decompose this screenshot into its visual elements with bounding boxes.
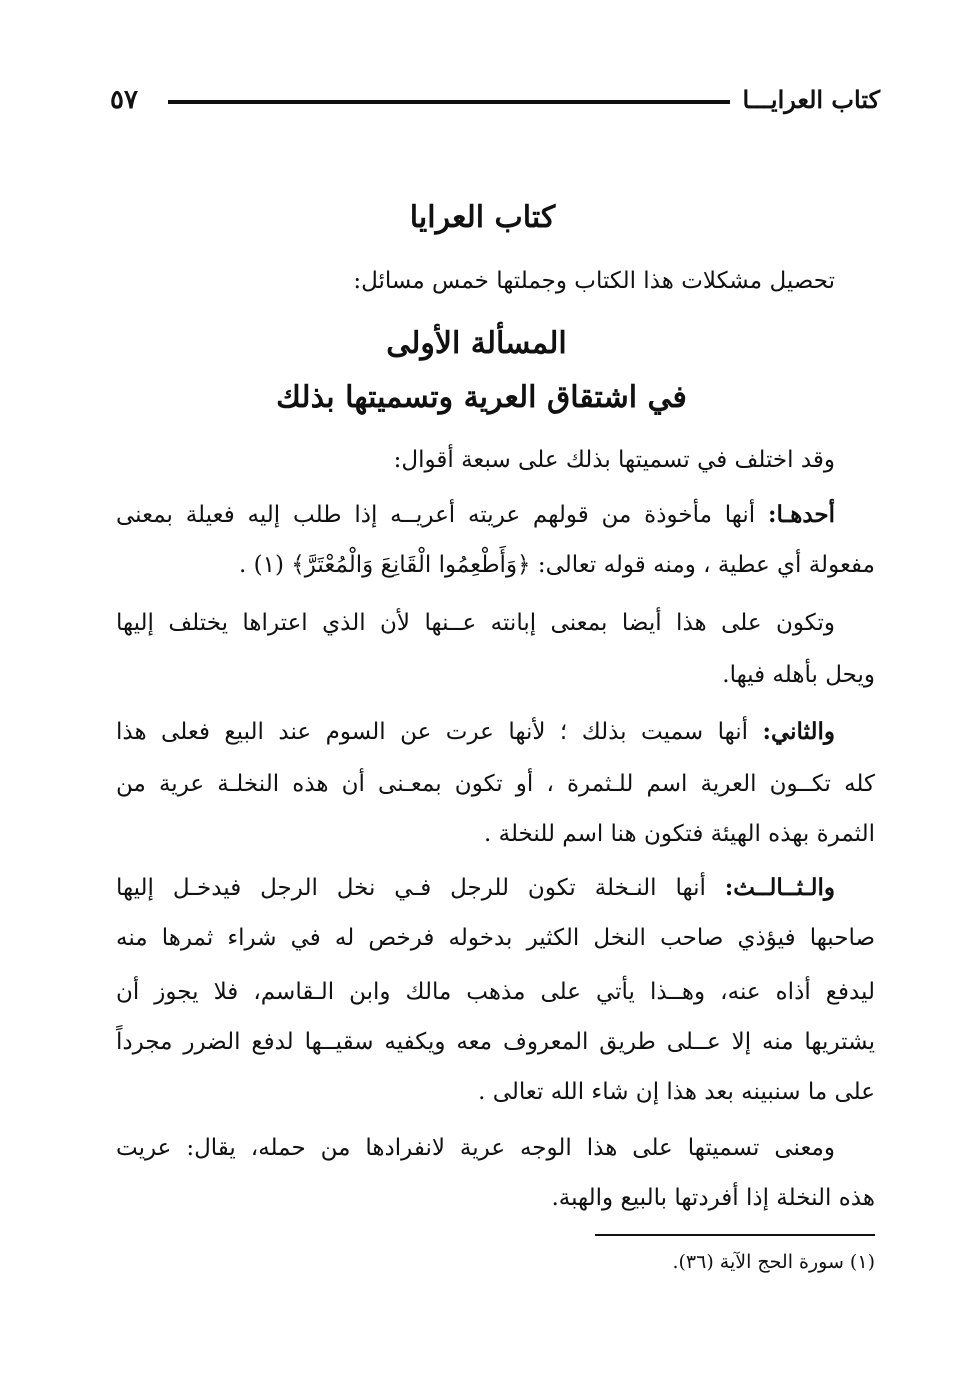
book-title: كتاب العرايا	[409, 200, 556, 235]
third-opinion-line-2: صاحبها فيؤذي صاحب النخل الكثير بدخوله فرخص له في شراء ثمرها منه	[116, 925, 875, 951]
running-header	[110, 82, 880, 118]
first-opinion-label: أحدهـا:	[767, 501, 836, 528]
masala-title: المسألة الأولى	[386, 326, 567, 361]
second-opinion-label: والثاني:	[762, 718, 835, 745]
masala-subtitle: في اشتقاق العرية وتسميتها بذلك	[276, 380, 687, 415]
meaning-line-1: ومعنى تسميتها على هذا الوجه عرية لانفرادها من حمله، يقال: عريت	[116, 1135, 835, 1161]
third-opinion-line-4: يشتريها منه إلا عــلى طريق المعروف معه ويكفيه سقيــها لدفع الضرر مجرداً	[116, 1029, 875, 1055]
first-opinion-line-1	[116, 495, 835, 535]
footnote: (١) سورة الحج الآية (٣٦).	[672, 1251, 875, 1273]
header-rule	[168, 100, 730, 104]
second-opinion-line-2: كله تكــون العرية اسم للـثمرة ، أو تكون بمعـنى أن هذه النخلـة عرية من	[116, 771, 875, 797]
running-title: كتاب العرايـــا	[742, 85, 880, 114]
opening-line: وقد اختلف في تسميتها بذلك على سبعة أقوال:	[393, 447, 835, 473]
third-opinion-line-1	[116, 868, 835, 908]
third-opinion-label: والـثــالــث:	[724, 874, 835, 901]
meaning-line-2: هذه النخلة إذا أفردتها بالبيع والهبة.	[551, 1185, 875, 1211]
third-opinion-line-5: على ما سنبينه بعد هذا إن شاء الله تعالى .	[478, 1079, 875, 1105]
second-opinion-line-3: الثمرة بهذه الهيئة فتكون هنا اسم للنخلة .	[483, 821, 875, 847]
footnote-rule	[595, 1234, 875, 1236]
third-opinion-line-3: ليدفع أذاه عنه، وهــذا يأتي على مذهب مالك وابن الـقاسم، فلا يجوز أن	[116, 979, 875, 1005]
first-opinion-text-1: أنها مأخوذة من قولهم عريته أعريــه إذا طلب إليه فعيلة بمعنى	[116, 502, 756, 528]
page-number: ٥٧	[110, 85, 138, 115]
first-cont-line-2: ويحل بأهله فيها.	[722, 662, 875, 688]
second-opinion-text-1: أنها سميت بذلك ؛ لأنها عرت عن السوم عند البيع فعلى هذا	[116, 719, 749, 745]
second-opinion-line-1	[116, 712, 835, 752]
first-cont-line-1: وتكون على هذا أيضا بمعنى إبانته عــنها لأن الذي اعتراها يختلف إليها	[116, 610, 835, 636]
intro-line: تحصيل مشكلات هذا الكتاب وجملتها خمس مسائل:	[353, 268, 835, 294]
third-opinion-text-1: أنها النـخلة تكون للرجل فـي نخل الرجل فيدخـل إليها	[116, 875, 706, 901]
first-opinion-line-2: مفعولة أي عطية ، ومنه قوله تعالى: ﴿وَأَطْعِمُوا الْقَانِعَ وَالْمُعْتَرَّ﴾ (١) .	[239, 552, 875, 578]
